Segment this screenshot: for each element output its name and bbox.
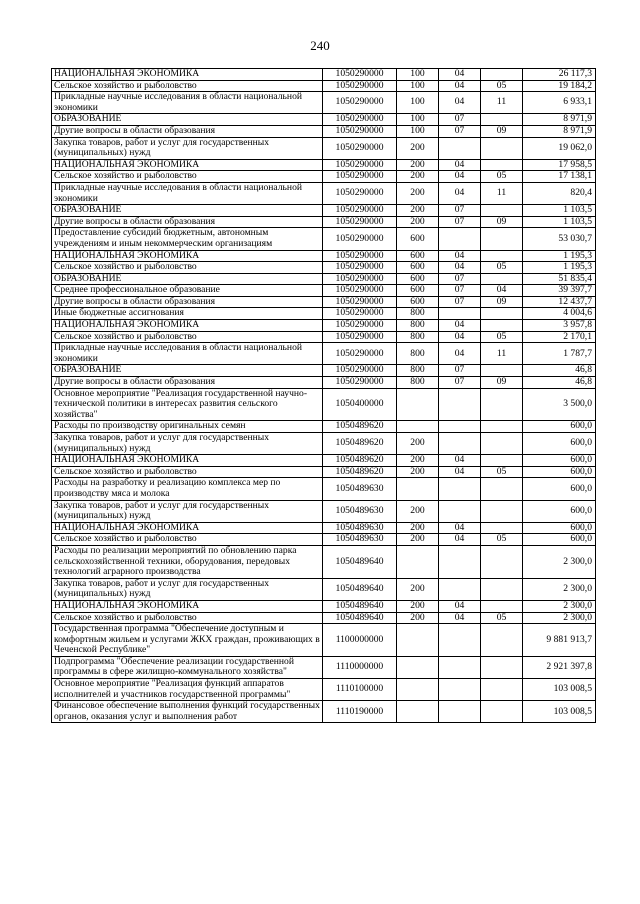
row-amount-cell: 46,8 [523,365,596,377]
row-code-cell: 1050290000 [323,228,397,250]
row-expense-type-cell: 600 [397,285,439,297]
row-section-cell: 04 [439,331,481,343]
row-code-cell: 1050489620 [323,433,397,455]
row-code-cell: 1050400000 [323,388,397,421]
row-name-cell: ОБРАЗОВАНИЕ [52,365,323,377]
row-amount-cell: 8 971,9 [523,114,596,126]
page-number: 240 [310,38,330,53]
row-section-cell: 04 [439,262,481,274]
table-row [52,273,596,285]
row-expense-type-cell [397,478,439,500]
row-name-cell: Прикладные научные исследования в области национальной экономики [52,182,323,204]
row-code-cell: 1050290000 [323,308,397,320]
table-row [52,285,596,297]
row-expense-type-cell [397,701,439,723]
row-subsection-cell [481,478,523,500]
row-subsection-cell: 09 [481,125,523,137]
table-row [52,205,596,217]
row-name-cell: ОБРАЗОВАНИЕ [52,205,323,217]
row-subsection-cell [481,679,523,701]
row-code-cell: 1050489630 [323,500,397,522]
row-name-cell: Закупка товаров, работ и услуг для государственных (муниципальных) нужд [52,137,323,159]
row-name-cell: НАЦИОНАЛЬНАЯ ЭКОНОМИКА [52,600,323,612]
table-row [52,545,596,578]
row-code-cell: 1110190000 [323,701,397,723]
row-name-cell: Расходы на разработку и реализацию комплекса мер по производству мяса и молока [52,478,323,500]
row-name-cell: НАЦИОНАЛЬНАЯ ЭКОНОМИКА [52,320,323,332]
table-row [52,250,596,262]
row-section-cell: 04 [439,600,481,612]
row-expense-type-cell: 600 [397,228,439,250]
row-amount-cell: 2 921 397,8 [523,656,596,678]
row-subsection-cell [481,500,523,522]
row-expense-type-cell: 200 [397,159,439,171]
row-section-cell: 04 [439,92,481,114]
row-amount-cell: 1 103,5 [523,205,596,217]
table-row [52,377,596,389]
table-row [52,125,596,137]
row-amount-cell: 600,0 [523,433,596,455]
row-code-cell: 1050290000 [323,69,397,81]
table-row [52,455,596,467]
row-subsection-cell: 05 [481,262,523,274]
row-code-cell: 1100000000 [323,624,397,657]
row-expense-type-cell [397,421,439,433]
row-expense-type-cell: 100 [397,114,439,126]
row-code-cell: 1050290000 [323,182,397,204]
row-code-cell: 1050489630 [323,534,397,546]
row-section-cell: 04 [439,320,481,332]
row-name-cell: Другие вопросы в области образования [52,125,323,137]
row-subsection-cell: 09 [481,216,523,228]
row-section-cell: 04 [439,159,481,171]
row-subsection-cell [481,273,523,285]
row-expense-type-cell: 200 [397,433,439,455]
table-row [52,331,596,343]
row-amount-cell: 9 881 913,7 [523,624,596,657]
table-row [52,228,596,250]
row-subsection-cell [481,701,523,723]
row-name-cell: Среднее профессиональное образование [52,285,323,297]
row-subsection-cell [481,320,523,332]
row-expense-type-cell [397,388,439,421]
table-row [52,624,596,657]
row-expense-type-cell: 200 [397,600,439,612]
row-section-cell: 07 [439,114,481,126]
table-row [52,320,596,332]
row-name-cell: Финансовое обеспечение выполнения функций государственных органов, оказания услуг и выполнения работ [52,701,323,723]
row-code-cell: 1050290000 [323,80,397,92]
row-section-cell: 04 [439,69,481,81]
row-code-cell: 1050290000 [323,114,397,126]
row-code-cell: 1050290000 [323,285,397,297]
row-code-cell: 1050489640 [323,545,397,578]
row-expense-type-cell: 600 [397,273,439,285]
row-amount-cell: 46,8 [523,377,596,389]
row-amount-cell: 17 958,5 [523,159,596,171]
row-expense-type-cell: 100 [397,80,439,92]
row-section-cell: 04 [439,534,481,546]
row-name-cell: НАЦИОНАЛЬНАЯ ЭКОНОМИКА [52,159,323,171]
row-amount-cell: 103 008,5 [523,701,596,723]
table-row [52,500,596,522]
row-expense-type-cell: 800 [397,377,439,389]
row-name-cell: Закупка товаров, работ и услуг для государственных (муниципальных) нужд [52,433,323,455]
row-section-cell [439,500,481,522]
row-expense-type-cell: 200 [397,205,439,217]
row-code-cell: 1050290000 [323,125,397,137]
table-row [52,466,596,478]
row-subsection-cell [481,656,523,678]
row-name-cell: Сельское хозяйство и рыболовство [52,612,323,624]
row-expense-type-cell: 200 [397,534,439,546]
table-row [52,92,596,114]
row-code-cell: 1050290000 [323,92,397,114]
row-amount-cell: 600,0 [523,500,596,522]
row-section-cell: 04 [439,466,481,478]
row-subsection-cell [481,114,523,126]
row-name-cell: НАЦИОНАЛЬНАЯ ЭКОНОМИКА [52,522,323,534]
row-expense-type-cell: 200 [397,455,439,467]
row-subsection-cell: 11 [481,92,523,114]
row-section-cell: 04 [439,343,481,365]
row-expense-type-cell: 600 [397,250,439,262]
row-amount-cell: 600,0 [523,534,596,546]
row-expense-type-cell: 200 [397,500,439,522]
row-subsection-cell [481,455,523,467]
table-row [52,388,596,421]
row-subsection-cell [481,600,523,612]
row-section-cell [439,578,481,600]
row-subsection-cell: 05 [481,612,523,624]
row-name-cell: Предоставление субсидий бюджетным, автономным учреждениям и иным некоммерческим организациям [52,228,323,250]
row-subsection-cell [481,578,523,600]
table-row [52,262,596,274]
table-row [52,80,596,92]
row-name-cell: Другие вопросы в области образования [52,377,323,389]
row-subsection-cell [481,159,523,171]
row-code-cell: 1050489630 [323,522,397,534]
row-subsection-cell [481,522,523,534]
row-amount-cell: 26 117,3 [523,69,596,81]
table-row [52,159,596,171]
row-section-cell: 04 [439,80,481,92]
row-expense-type-cell: 200 [397,171,439,183]
row-name-cell: Другие вопросы в области образования [52,216,323,228]
row-code-cell: 1050290000 [323,343,397,365]
row-expense-type-cell: 200 [397,216,439,228]
row-expense-type-cell: 600 [397,262,439,274]
row-amount-cell: 2 300,0 [523,600,596,612]
table-row [52,365,596,377]
row-code-cell: 1050290000 [323,137,397,159]
table-row [52,522,596,534]
row-name-cell: Основное мероприятие "Реализация государственной научно-технической политики в интересах развития сельского хозяйства" [52,388,323,421]
row-name-cell: ОБРАЗОВАНИЕ [52,114,323,126]
row-section-cell [439,308,481,320]
row-code-cell: 1050290000 [323,216,397,228]
row-name-cell: Сельское хозяйство и рыболовство [52,262,323,274]
row-subsection-cell [481,388,523,421]
table-row [52,701,596,723]
row-amount-cell: 600,0 [523,522,596,534]
row-section-cell [439,656,481,678]
row-amount-cell: 39 397,7 [523,285,596,297]
row-expense-type-cell [397,679,439,701]
row-amount-cell: 6 933,1 [523,92,596,114]
row-section-cell: 07 [439,216,481,228]
row-amount-cell: 3 957,8 [523,320,596,332]
row-expense-type-cell: 200 [397,182,439,204]
row-name-cell: Сельское хозяйство и рыболовство [52,331,323,343]
row-amount-cell: 600,0 [523,421,596,433]
row-expense-type-cell: 800 [397,320,439,332]
row-name-cell: Государственная программа "Обеспечение доступным и комфортным жильем и услугами ЖКХ граждан, проживающих в Чеченской Республике" [52,624,323,657]
row-amount-cell: 2 170,1 [523,331,596,343]
row-code-cell: 1050489620 [323,421,397,433]
row-code-cell: 1050489640 [323,578,397,600]
row-section-cell [439,421,481,433]
row-expense-type-cell: 800 [397,343,439,365]
row-amount-cell: 1 195,3 [523,250,596,262]
row-subsection-cell: 11 [481,343,523,365]
row-subsection-cell: 09 [481,296,523,308]
row-amount-cell: 8 971,9 [523,125,596,137]
table-row [52,343,596,365]
row-name-cell: Другие вопросы в области образования [52,296,323,308]
row-section-cell: 07 [439,365,481,377]
row-expense-type-cell [397,624,439,657]
row-amount-cell: 3 500,0 [523,388,596,421]
row-amount-cell: 19 184,2 [523,80,596,92]
table-row [52,308,596,320]
row-section-cell [439,701,481,723]
table-row [52,612,596,624]
row-name-cell: ОБРАЗОВАНИЕ [52,273,323,285]
row-section-cell: 04 [439,182,481,204]
row-code-cell: 1050489620 [323,466,397,478]
table-row [52,114,596,126]
row-section-cell [439,545,481,578]
row-subsection-cell: 11 [481,182,523,204]
row-name-cell: Сельское хозяйство и рыболовство [52,80,323,92]
table-row [52,578,596,600]
row-section-cell: 04 [439,171,481,183]
row-section-cell: 07 [439,205,481,217]
row-code-cell: 1050489640 [323,612,397,624]
row-section-cell [439,137,481,159]
table-row [52,171,596,183]
table-row [52,534,596,546]
row-code-cell: 1050290000 [323,262,397,274]
row-name-cell: Сельское хозяйство и рыболовство [52,171,323,183]
row-section-cell [439,624,481,657]
row-name-cell: Расходы по производству оригинальных семян [52,421,323,433]
row-amount-cell: 19 062,0 [523,137,596,159]
row-section-cell: 04 [439,250,481,262]
row-expense-type-cell: 100 [397,69,439,81]
row-expense-type-cell: 800 [397,308,439,320]
row-expense-type-cell: 100 [397,125,439,137]
row-subsection-cell [481,421,523,433]
row-section-cell [439,228,481,250]
row-code-cell: 1050290000 [323,171,397,183]
row-expense-type-cell [397,545,439,578]
row-name-cell: НАЦИОНАЛЬНАЯ ЭКОНОМИКА [52,69,323,81]
table-row [52,656,596,678]
row-expense-type-cell: 200 [397,466,439,478]
row-name-cell: Сельское хозяйство и рыболовство [52,534,323,546]
row-code-cell: 1050489620 [323,455,397,467]
row-amount-cell: 600,0 [523,455,596,467]
row-subsection-cell: 05 [481,171,523,183]
row-subsection-cell: 05 [481,466,523,478]
row-section-cell: 07 [439,125,481,137]
row-name-cell: Иные бюджетные ассигнования [52,308,323,320]
row-expense-type-cell: 800 [397,331,439,343]
row-subsection-cell [481,69,523,81]
row-subsection-cell: 04 [481,285,523,297]
table-row [52,69,596,81]
row-subsection-cell [481,137,523,159]
table-row [52,421,596,433]
row-code-cell: 1050290000 [323,377,397,389]
row-expense-type-cell: 200 [397,522,439,534]
row-amount-cell: 1 787,7 [523,343,596,365]
row-code-cell: 1050290000 [323,205,397,217]
row-amount-cell: 1 195,3 [523,262,596,274]
row-amount-cell: 820,4 [523,182,596,204]
budget-table-body [52,69,596,723]
table-row [52,296,596,308]
row-amount-cell: 2 300,0 [523,612,596,624]
row-section-cell [439,433,481,455]
row-expense-type-cell: 800 [397,365,439,377]
row-code-cell: 1050290000 [323,320,397,332]
row-section-cell [439,388,481,421]
table-row [52,478,596,500]
table-row [52,216,596,228]
row-name-cell: Закупка товаров, работ и услуг для государственных (муниципальных) нужд [52,578,323,600]
row-code-cell: 1050290000 [323,159,397,171]
row-amount-cell: 12 437,7 [523,296,596,308]
table-row [52,600,596,612]
row-section-cell: 04 [439,522,481,534]
row-section-cell [439,679,481,701]
table-row [52,679,596,701]
row-subsection-cell [481,624,523,657]
row-amount-cell: 600,0 [523,478,596,500]
table-row [52,182,596,204]
row-subsection-cell: 05 [481,331,523,343]
row-name-cell: Прикладные научные исследования в области национальной экономики [52,343,323,365]
row-subsection-cell [481,365,523,377]
row-name-cell: Закупка товаров, работ и услуг для государственных (муниципальных) нужд [52,500,323,522]
row-code-cell: 1050290000 [323,365,397,377]
row-subsection-cell [481,545,523,578]
row-subsection-cell: 05 [481,534,523,546]
row-subsection-cell [481,205,523,217]
row-code-cell: 1050290000 [323,250,397,262]
row-section-cell: 07 [439,273,481,285]
row-amount-cell: 600,0 [523,466,596,478]
row-name-cell: НАЦИОНАЛЬНАЯ ЭКОНОМИКА [52,250,323,262]
row-expense-type-cell: 200 [397,578,439,600]
row-subsection-cell [481,228,523,250]
table-row [52,137,596,159]
row-code-cell: 1050290000 [323,331,397,343]
row-name-cell: Основное мероприятие "Реализация функций аппаратов исполнителей и участников государственной программы" [52,679,323,701]
row-name-cell: Прикладные научные исследования в области национальной экономики [52,92,323,114]
row-expense-type-cell: 200 [397,612,439,624]
row-amount-cell: 1 103,5 [523,216,596,228]
row-amount-cell: 51 835,4 [523,273,596,285]
row-subsection-cell: 09 [481,377,523,389]
row-name-cell: Подпрограмма "Обеспечение реализации государственной программы в сфере жилищно-коммунального хозяйства" [52,656,323,678]
row-section-cell: 07 [439,377,481,389]
table-row [52,433,596,455]
row-amount-cell: 2 300,0 [523,578,596,600]
row-amount-cell: 53 030,7 [523,228,596,250]
row-amount-cell: 17 138,1 [523,171,596,183]
row-code-cell: 1050290000 [323,296,397,308]
row-expense-type-cell [397,656,439,678]
row-amount-cell: 2 300,0 [523,545,596,578]
row-section-cell: 07 [439,285,481,297]
row-amount-cell: 103 008,5 [523,679,596,701]
row-subsection-cell [481,308,523,320]
row-subsection-cell: 05 [481,80,523,92]
row-amount-cell: 4 004,6 [523,308,596,320]
row-expense-type-cell: 200 [397,137,439,159]
row-code-cell: 1050489630 [323,478,397,500]
row-section-cell: 07 [439,296,481,308]
row-name-cell: Расходы по реализации мероприятий по обновлению парка сельскохозяйственной техники, оборудования, передовых технологий аграрного производства [52,545,323,578]
row-name-cell: НАЦИОНАЛЬНАЯ ЭКОНОМИКА [52,455,323,467]
row-code-cell: 1110000000 [323,656,397,678]
row-section-cell [439,478,481,500]
row-subsection-cell [481,250,523,262]
row-name-cell: Сельское хозяйство и рыболовство [52,466,323,478]
row-expense-type-cell: 100 [397,92,439,114]
row-code-cell: 1050290000 [323,273,397,285]
row-code-cell: 1050489640 [323,600,397,612]
row-expense-type-cell: 600 [397,296,439,308]
row-subsection-cell [481,433,523,455]
row-code-cell: 1110100000 [323,679,397,701]
budget-table [51,68,596,723]
row-section-cell: 04 [439,455,481,467]
row-section-cell: 04 [439,612,481,624]
